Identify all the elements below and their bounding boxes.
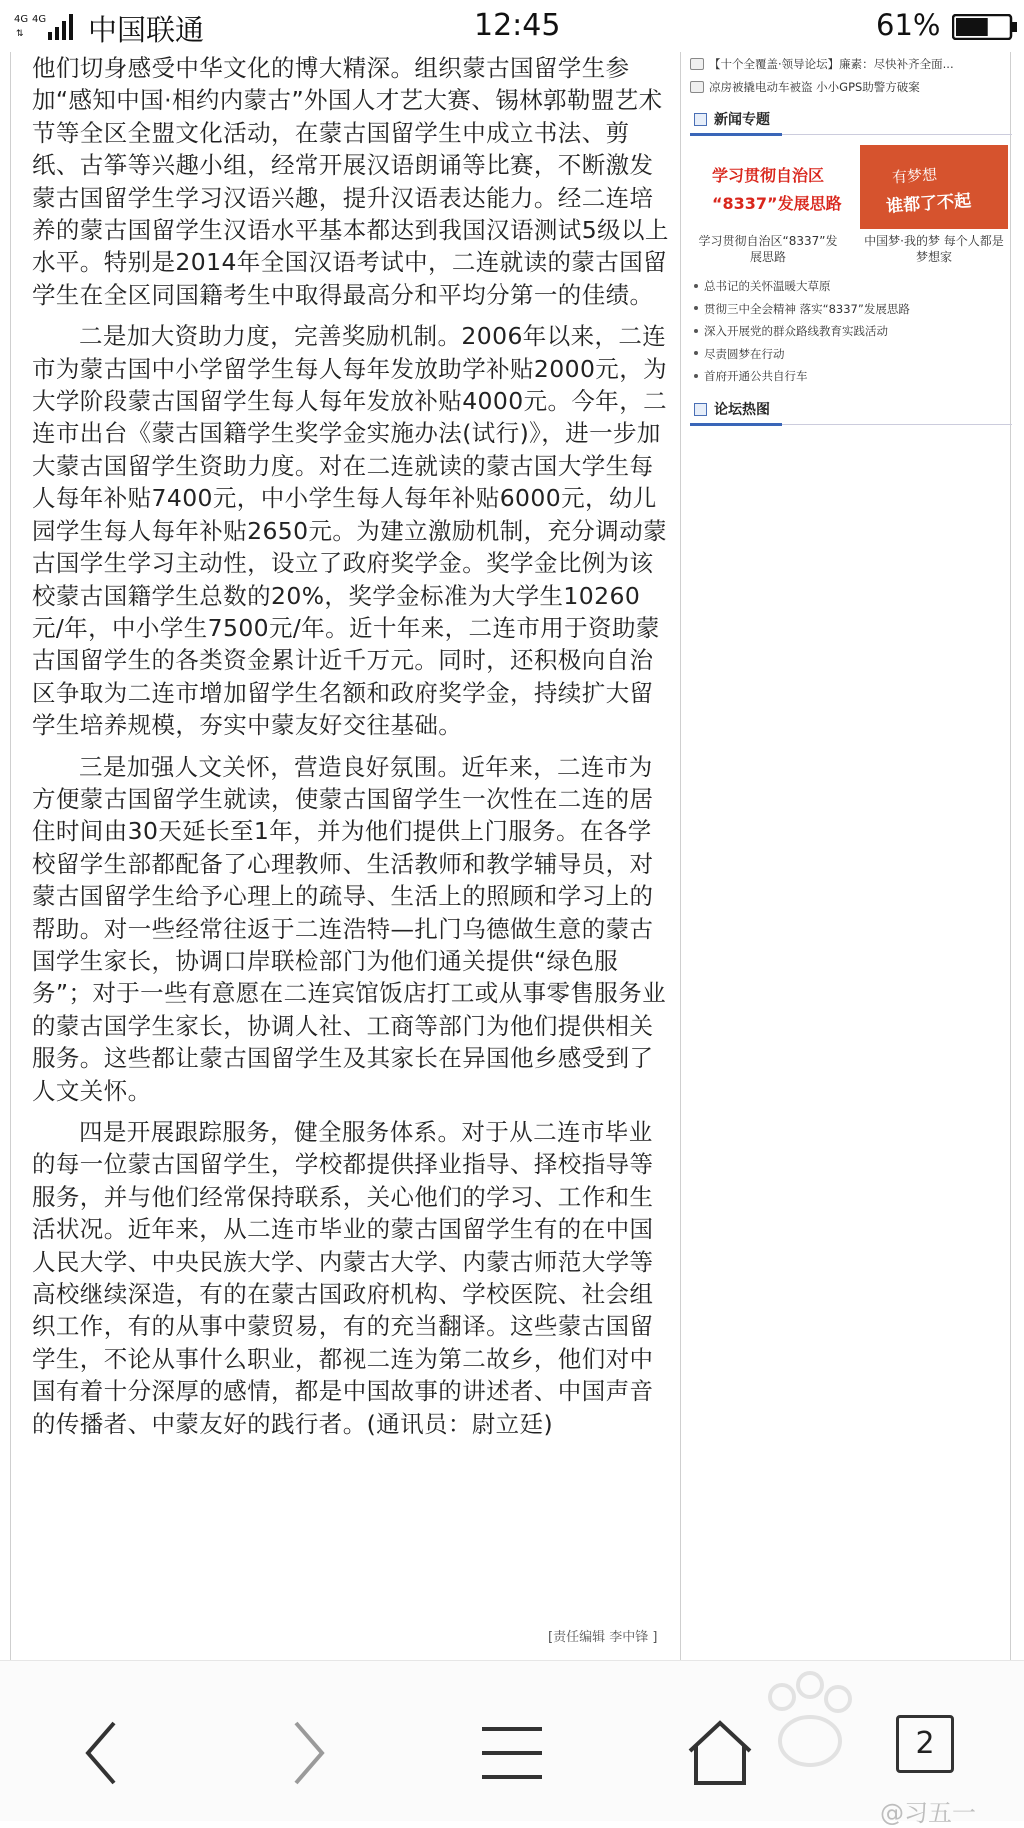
menu-icon[interactable] bbox=[472, 1713, 552, 1793]
sidebar-top-news bbox=[690, 52, 1012, 98]
topic-tile-china-dream[interactable] bbox=[860, 145, 1008, 265]
bullet-icon bbox=[694, 351, 698, 355]
section-header-news-topics bbox=[690, 104, 1012, 135]
news-icon bbox=[690, 81, 704, 93]
battery-percent: 61% bbox=[876, 8, 941, 42]
column-divider bbox=[680, 52, 681, 1660]
topic-caption[interactable]: 学习贯彻自治区“8337”发展思路 bbox=[698, 234, 838, 264]
svg-text:4G: 4G bbox=[32, 14, 47, 25]
section-underline bbox=[690, 133, 782, 136]
section-header-forum bbox=[690, 394, 1012, 425]
svg-text:4G: 4G bbox=[14, 14, 29, 25]
news-link[interactable]: 【十个全覆盖·领导论坛】廉素：尽快补齐全面... bbox=[690, 52, 1012, 75]
topic-link[interactable]: 首府开通公共自行车 bbox=[690, 365, 1012, 388]
section-marker-icon bbox=[694, 113, 707, 126]
article-paragraph: 他们切身感受中华文化的博大精深。组织蒙古国留学生参加“感知中国·相约内蒙古”外国人才艺大赛、锡林郭勒盟艺术节等全区全盟文化活动，在蒙古国留学生中成立书法、剪纸、古筝等兴趣小组，经常开展汉语朗诵等比赛，不断激发蒙古国留学生学习汉语兴趣，提升汉语表达能力。经二连培养的蒙古国留学生汉语水平基本都达到我国汉语测试5级以上水平。特别是2014年全国汉语考试中，二连就读的蒙古国留学生在全区同国籍考生中取得最高分和平均分第一的佳绩。 bbox=[32, 54, 669, 309]
page-border-left bbox=[10, 52, 11, 1660]
signal-icon bbox=[14, 10, 80, 42]
paw-watermark-icon bbox=[752, 1667, 862, 1777]
carrier-name: 中国联通 bbox=[88, 13, 205, 47]
topic-tile-8337[interactable] bbox=[694, 145, 842, 265]
bullet-icon bbox=[694, 374, 698, 378]
article-paragraph: 三是加强人文关怀，营造良好氛围。近年来，二连市为方便蒙古国留学生就读，使蒙古国留学生一次性在二连的居住时间由30天延长至1年，并为他们提供上门服务。在各学校留学生部都配备了心理教师、生活教师和教学辅导员，对蒙古国留学生给予心理上的疏导、生活上的照顾和学习上的帮助。对一些经常往返于二连浩特—扎门乌德做生意的蒙古国学生家长，协调口岸联检部门为他们通关提供“绿色服务”；对于一些有意愿在二连宾馆饭店打工或从事零售服务业的蒙古国学生家长，协调人社、工商等部门为他们提供相关服务。这些都让蒙古国留学生及其家长在异国他乡感受到了人文关怀。 bbox=[32, 752, 666, 1105]
bullet-icon bbox=[694, 284, 698, 288]
topic-link[interactable]: 贯彻三中全会精神 落实“8337”发展思路 bbox=[690, 298, 1012, 321]
topic-links bbox=[690, 275, 1012, 388]
section-title: 论坛热图 bbox=[714, 401, 770, 418]
section-title: 新闻专题 bbox=[714, 112, 770, 128]
topic-banner[interactable]: 有梦想 谁都了不起 bbox=[860, 145, 1008, 229]
web-page[interactable] bbox=[0, 52, 1024, 1660]
weibo-watermark: @习五一 bbox=[880, 1799, 976, 1827]
topic-link[interactable]: 总书记的关怀温暖大草原 bbox=[690, 275, 1012, 298]
bullet-icon bbox=[694, 306, 698, 310]
tabs-button[interactable]: 2 bbox=[896, 1715, 954, 1773]
topic-tiles bbox=[690, 145, 1012, 265]
svg-text:⇅: ⇅ bbox=[16, 29, 24, 39]
sidebar bbox=[690, 52, 1012, 425]
topic-banner[interactable]: 学习贯彻自治区 “8337”发展思路 bbox=[694, 145, 842, 229]
status-bar bbox=[0, 0, 1024, 52]
news-link[interactable]: 凉房被撬电动车被盗 小小GPS助警方破案 bbox=[690, 75, 1012, 98]
browser-toolbar bbox=[0, 1660, 1024, 1827]
news-icon bbox=[690, 58, 704, 70]
forward-icon[interactable] bbox=[268, 1713, 348, 1793]
battery-icon bbox=[952, 14, 1018, 40]
article-body bbox=[32, 52, 672, 1449]
clock: 12:45 bbox=[474, 8, 561, 43]
back-icon[interactable] bbox=[62, 1713, 142, 1793]
section-underline bbox=[690, 423, 782, 426]
article-paragraph: 四是开展跟踪服务，健全服务体系。对于从二连市毕业的每一位蒙古国留学生，学校都提供择业指导、择校指导等服务，并与他们经常保持联系，关心他们的学习、工作和生活状况。近年来，从二连市毕业的蒙古国留学生有的在中国人民大学、中央民族大学、内蒙古大学、内蒙古师范大学等高校继续深造，有的在蒙古国政府机构、学校医院、社会组织工作，有的从事中蒙贸易，有的充当翻译。这些蒙古国留学生，不论从事什么职业，都视二连为第二故乡，他们对中国有着十分深厚的感情，都是中国故事的讲述者、中国声音的传播者、中蒙友好的践行者。(通讯员：尉立廷) bbox=[32, 1118, 654, 1438]
topic-link[interactable]: 尽责圆梦在行动 bbox=[690, 343, 1012, 366]
topic-caption[interactable]: 中国梦·我的梦 每个人都是梦想家 bbox=[864, 234, 1004, 264]
home-icon[interactable] bbox=[680, 1713, 760, 1793]
topic-link[interactable]: 深入开展党的群众路线教育实践活动 bbox=[690, 320, 1012, 343]
section-marker-icon bbox=[694, 403, 707, 416]
article-paragraph: 二是加大资助力度，完善奖励机制。2006年以来，二连市为蒙古国中小学留学生每人每年发放助学补贴2000元，为大学阶段蒙古国留学生每人每年发放补贴4000元。今年，二连市出台《蒙古国籍学生奖学金实施办法(试行)》，进一步加大蒙古国留学生资助力度。对在二连就读的蒙古国大学生每人每年补贴7400元，中小学生每人每年补贴6000元，幼儿园学生每人每年补贴2650元。为建立激励机制，充分调动蒙古国学生学习主动性，设立了政府奖学金。奖学金比例为该校蒙古国籍学生总数的20%，奖学金标准为大学生10260元/年，中小学生7500元/年。近十年来，二连市用于资助蒙古国留学生的各类资金累计近千万元。同时，还积极向自治区争取为二连市增加留学生名额和政府奖学金，持续扩大留学生培养规模，夯实中蒙友好交往基础。 bbox=[32, 322, 668, 740]
bullet-icon bbox=[694, 329, 698, 333]
responsible-editor: [责任编辑 李中锋 ] bbox=[548, 1630, 658, 1645]
